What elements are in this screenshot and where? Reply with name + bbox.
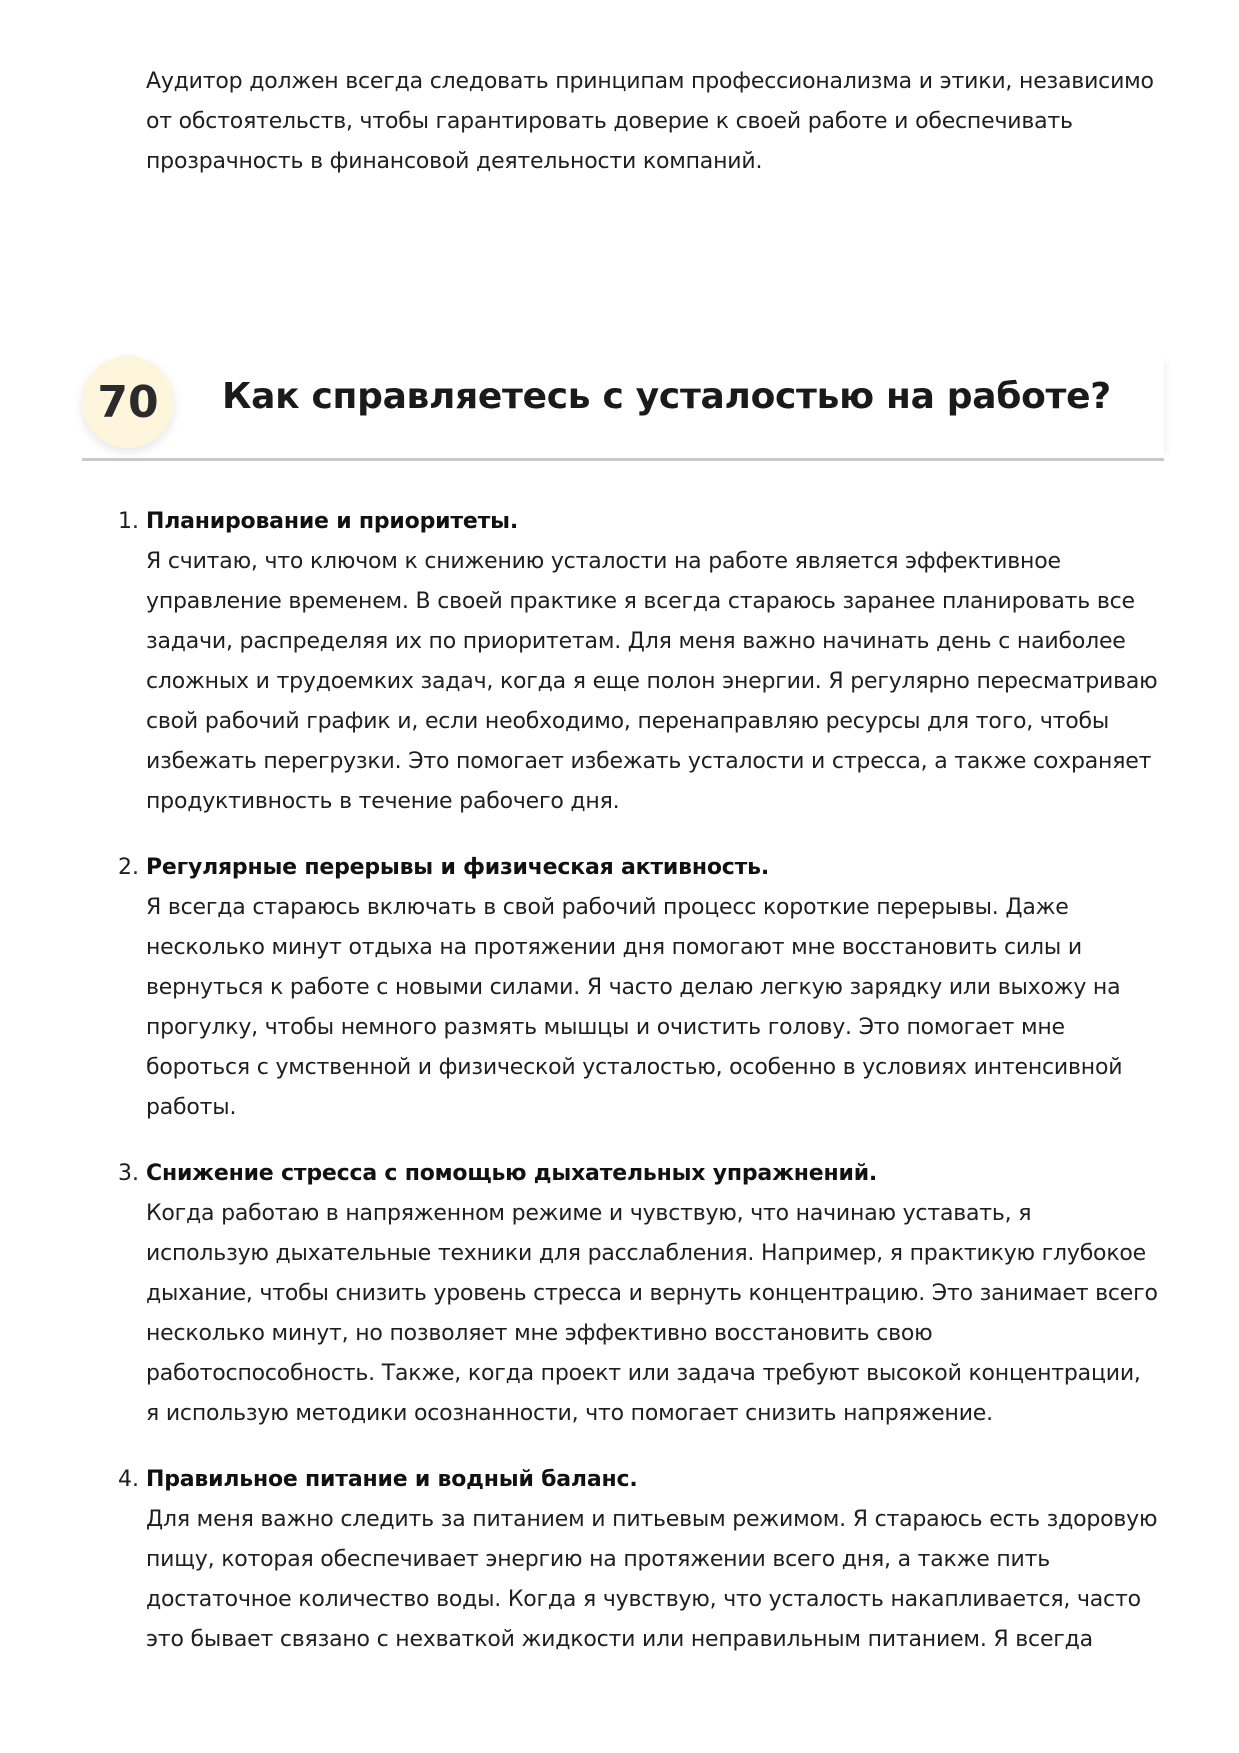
intro-paragraph: Аудитор должен всегда следовать принципам профессионализма и этики, независимо от обстоятельств, чтобы гарантировать доверие к своей работе и обеспечивать прозрачность в финансовой деятельности компаний. xyxy=(146,69,1154,174)
list-item-number: 1. xyxy=(118,509,139,534)
list-item-heading: Снижение стресса с помощью дыхательных упражнений. xyxy=(146,1161,878,1186)
list-item-text: Я считаю, что ключом к снижению усталости на работе является эффективное управление временем. В своей практике я всегда стараюсь заранее планировать все задачи, распределяя их по приоритетам. Для меня важно начинать день с наиболее сложных и трудоемких задач, когда я еще полон энергии. Я регулярно пересматриваю свой рабочий график и, если необходимо, перенаправляю ресурсы для того, чтобы избежать перегрузки. Это помогает избежать усталости и стресса, а также сохраняет продуктивность в течение рабочего дня. xyxy=(146,549,1158,814)
list-item-heading: Правильное питание и водный баланс. xyxy=(146,1467,638,1492)
list-item-number: 4. xyxy=(118,1467,139,1492)
list-item xyxy=(118,502,1158,822)
list-item-heading: Планирование и приоритеты. xyxy=(146,509,519,534)
answer-list xyxy=(118,502,1158,1686)
list-item-text: Когда работаю в напряженном режиме и чувствую, что начинаю уставать, я использую дыхательные техники для расслабления. Например, я практикую глубокое дыхание, чтобы снизить уровень стресса и вернуть концентрацию. Это занимает всего несколько минут, но позволяет мне эффективно восстановить свою работоспособность. Также, когда проект или задача требуют высокой концентрации, я использую методики осознанности, что помогает снизить напряжение. xyxy=(146,1201,1158,1426)
question-number-badge: 70 xyxy=(82,356,174,448)
list-item-number: 3. xyxy=(118,1161,139,1186)
list-item xyxy=(118,1460,1158,1660)
list-item xyxy=(118,848,1158,1128)
list-item-number: 2. xyxy=(118,855,139,880)
question-header xyxy=(82,356,1164,461)
question-title: Как справляетесь с усталостью на работе? xyxy=(222,376,1111,417)
list-item-heading: Регулярные перерывы и физическая активность. xyxy=(146,855,770,880)
list-item-text: Для меня важно следить за питанием и питьевым режимом. Я стараюсь есть здоровую пищу, которая обеспечивает энергию на протяжении всего дня, а также пить достаточное количество воды. Когда я чувствую, что усталость накапливается, часто это бывает связано с нехваткой жидкости или неправильным питанием. Я всегда xyxy=(146,1507,1158,1652)
list-item xyxy=(118,1154,1158,1434)
list-item-text: Я всегда стараюсь включать в свой рабочий процесс короткие перерывы. Даже несколько минут отдыха на протяжении дня помогают мне восстановить силы и вернуться к работе с новыми силами. Я часто делаю легкую зарядку или выхожу на прогулку, чтобы немного размять мышцы и очистить голову. Это помогает мне бороться с умственной и физической усталостью, особенно в условиях интенсивной работы. xyxy=(146,895,1123,1120)
